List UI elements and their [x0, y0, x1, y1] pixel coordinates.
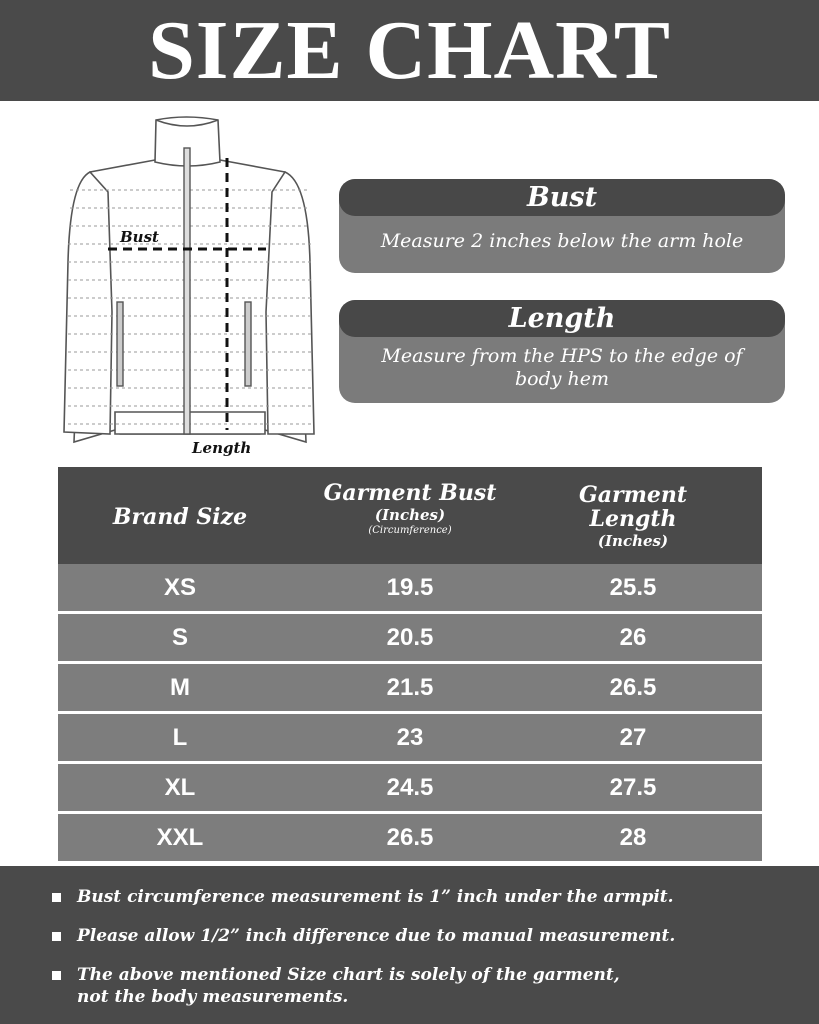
header-banner	[0, 0, 819, 101]
bullet-icon	[52, 932, 61, 941]
note-text: Bust circumference measurement is 1” inch under the armpit.	[77, 887, 674, 907]
bust-cell: 20.5	[386, 623, 434, 651]
size-cell: M	[170, 673, 190, 701]
bullet-icon	[52, 971, 61, 980]
table-row	[58, 764, 762, 811]
size-cell: XL	[164, 773, 196, 801]
header-garment-bust	[302, 481, 518, 537]
length-cell: 27.5	[609, 773, 657, 801]
header-length-unit: (Inches)	[597, 532, 669, 550]
length-card-description	[339, 337, 785, 391]
size-cell: XXL	[156, 823, 204, 851]
note-item	[0, 886, 819, 908]
page-title: SIZE CHART	[148, 3, 671, 97]
bust-card-description: Measure 2 inches below the arm hole	[380, 230, 744, 252]
bust-cell: 26.5	[386, 823, 434, 851]
length-cell: 27	[619, 723, 647, 751]
size-cell: L	[172, 723, 188, 751]
header-bust-note: (Circumference)	[368, 525, 452, 536]
header-brand-size: Brand Size	[112, 504, 248, 530]
table-row	[58, 614, 762, 661]
bust-cell: 19.5	[386, 573, 434, 601]
size-cell: XS	[163, 573, 196, 601]
jacket-diagram	[60, 112, 320, 462]
table-header	[58, 467, 762, 564]
header-length-title-line2: Length	[589, 506, 677, 532]
note-item	[0, 964, 819, 1008]
header-bust-title: Garment Bust	[323, 480, 497, 506]
length-card-title: Length	[339, 300, 785, 337]
header-garment-length	[526, 483, 740, 551]
bust-cell: 21.5	[386, 673, 434, 701]
length-cell: 26	[619, 623, 647, 651]
table-row	[58, 564, 762, 611]
bust-diagram-label: Bust	[120, 228, 159, 246]
length-cell: 25.5	[609, 573, 657, 601]
length-info-card	[339, 300, 785, 403]
length-cell: 28	[619, 823, 647, 851]
header-bust-unit: (Inches)	[374, 506, 446, 524]
length-card-description-line2: body hem	[514, 368, 610, 390]
size-cell: S	[171, 623, 188, 651]
table-row	[58, 664, 762, 711]
table-row	[58, 714, 762, 761]
bust-card-title: Bust	[339, 179, 785, 216]
bust-cell: 23	[396, 723, 424, 751]
length-cell: 26.5	[609, 673, 657, 701]
length-diagram-label: Length	[192, 439, 252, 457]
notes-panel	[0, 866, 819, 1024]
note-item	[0, 925, 819, 947]
note-text-line1: The above mentioned Size chart is solely of the garment,	[77, 965, 620, 985]
table-body	[58, 564, 762, 861]
size-table	[58, 467, 762, 861]
bust-cell: 24.5	[386, 773, 434, 801]
note-text-line2: not the body measurements.	[77, 987, 349, 1007]
table-row	[58, 814, 762, 861]
bust-info-card	[339, 179, 785, 273]
note-text: Please allow 1/2” inch difference due to manual measurement.	[77, 926, 676, 946]
header-length-title-line1: Garment	[578, 482, 688, 508]
bullet-icon	[52, 893, 61, 902]
length-card-description-line1: Measure from the HPS to the edge of	[381, 345, 743, 367]
